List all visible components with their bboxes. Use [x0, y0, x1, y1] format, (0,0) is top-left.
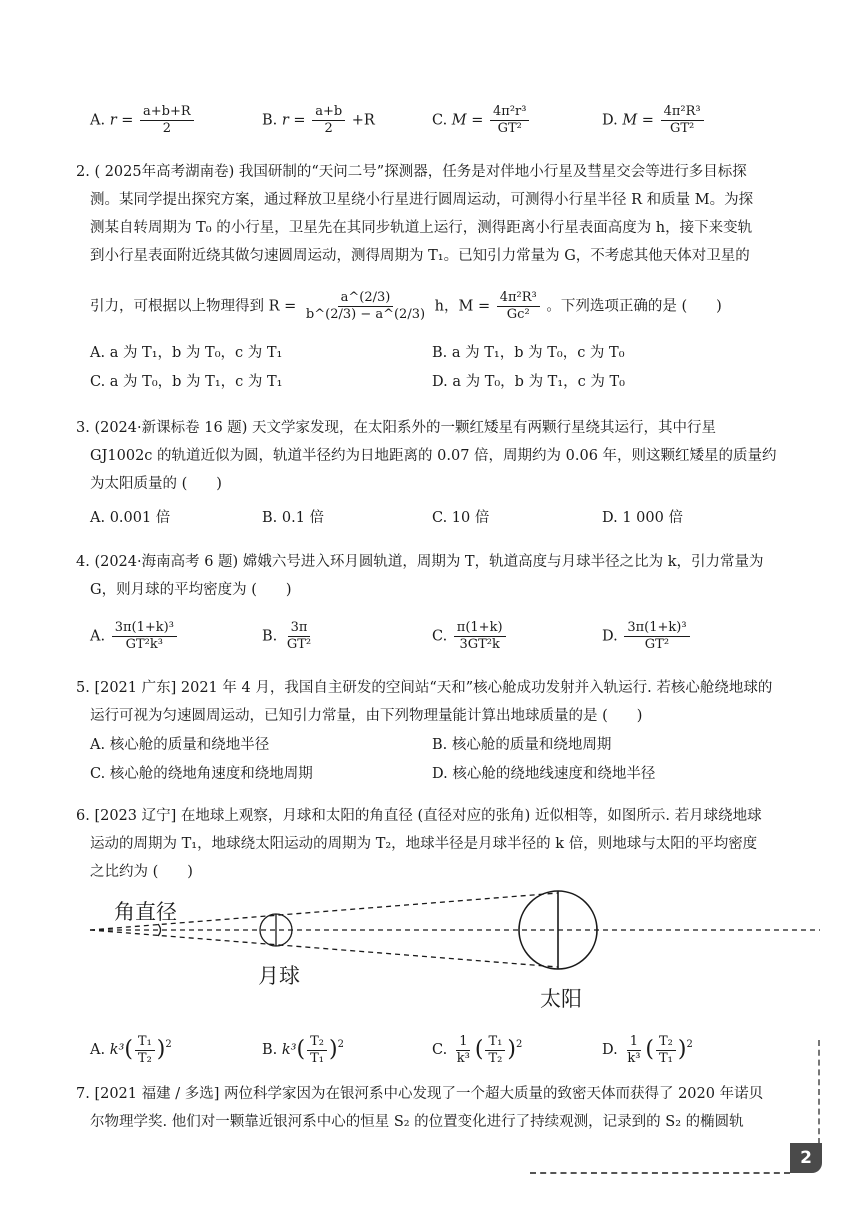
q5-option-a: A. 核心舱的质量和绕地半径	[90, 737, 270, 753]
coef-fraction	[454, 1034, 473, 1067]
denominator: GT²	[497, 121, 522, 136]
denominator: k³	[627, 1050, 641, 1066]
exponent: 2	[165, 1039, 172, 1050]
q5-option-c: C. 核心舱的绕地角速度和绕地周期	[90, 766, 313, 782]
fraction	[490, 104, 529, 137]
numerator: 3π	[288, 620, 311, 637]
option-label: C.	[432, 1042, 448, 1058]
coef: k³	[281, 1042, 297, 1058]
numerator: 4π²r³	[490, 104, 529, 121]
option-label: A.	[90, 1042, 106, 1058]
q1-option-b: B. r = $\frac{a+b}{2}$ +R	[262, 104, 375, 136]
fraction	[312, 104, 345, 137]
numerator: 4π²R³	[497, 290, 540, 307]
q3-option-a: A. 0.001 倍	[90, 510, 171, 526]
fraction	[307, 1034, 327, 1067]
fraction	[140, 104, 194, 137]
q4-option-a	[90, 620, 179, 653]
q2-line-2: 测。某同学提出探究方案，通过释放卫星绕小行星进行圆周运动，可测得小行星半径 R 和质量 M。为探	[90, 192, 754, 208]
q1-option-a: A. r = $\frac{a+b+R}{2}$	[90, 104, 196, 137]
option-label: A.	[90, 628, 106, 645]
exponent: 2	[515, 1039, 523, 1050]
numerator: 4π²R³	[661, 104, 704, 121]
option-label: D.	[602, 628, 618, 645]
denominator: GT²	[286, 637, 312, 652]
q4-line-1: 4. (2024·海南高考 6 题) 嫦娥六号进入环月圆轨道，周期为 T，轨道高度与月球半径之比为 k，引力常量为	[76, 554, 764, 570]
denominator: 2	[162, 121, 171, 136]
fraction	[112, 620, 177, 653]
fraction-r	[303, 290, 428, 323]
option-label: B.	[262, 112, 278, 129]
denominator: GT²k³	[125, 637, 163, 652]
numerator: 3π(1+k)³	[112, 620, 177, 637]
option-label: C.	[432, 112, 448, 129]
denominator: T₁	[659, 1050, 673, 1066]
q7-line-2: 尔物理学奖. 他们对一颗靠近银河系中心的恒星 S₂ 的位置变化进行了持续观测，记录到的 S₂ 的椭圆轨	[90, 1114, 744, 1130]
sun-label: 太阳	[540, 987, 582, 1011]
q2-option-b: B. a 为 T₁，b 为 T₀，c 为 T₀	[432, 345, 625, 361]
q2-line-4: 到小行星表面附近绕其做匀速圆周运动，测得周期为 T₁。已知引力常量为 G，不考虑其他天体对卫星的	[90, 248, 750, 264]
q1-option-d: D. M = $\frac{\text{4π²R³}}{\text{GT²}}$	[602, 104, 706, 137]
q6-option-b: B. k³( $\frac{\text{T₂}}{\text{T₁}}$ )$^2$	[262, 1033, 344, 1066]
q4-option-c	[432, 620, 508, 653]
denominator: T₂	[137, 1050, 152, 1066]
q2-option-a: A. a 为 T₁，b 为 T₀，c 为 T₁	[90, 345, 283, 361]
q3-line-2: GJ1002c 的轨道近似为圆，轨道半径约为日地距离的 0.07 倍，周期约为 0.06 年，则这颗红矮星的质量约	[90, 448, 777, 464]
q5-option-b: B. 核心舱的质量和绕地周期	[432, 737, 612, 753]
fraction	[624, 620, 689, 653]
fraction	[284, 620, 314, 653]
q2-line-3: 测某自转周期为 T₀ 的小行星，卫星先在其同步轨道上运行，测得距离小行星表面高度为 h，接下来变轨	[90, 220, 753, 236]
q3-option-c: C. 10 倍	[432, 510, 490, 526]
q6-option-d: D. $\frac{1}{\text{k³}}$ ( $\frac{\text{T₂}}{\text{T₁}}$ )$^2$	[602, 1033, 693, 1066]
denominator: Gc²	[506, 307, 530, 322]
q4-line-2: G，则月球的平均密度为 ( )	[90, 582, 292, 598]
var: M	[622, 112, 638, 129]
fraction	[454, 620, 506, 653]
numerator: T₂	[307, 1034, 327, 1051]
lower-sight-line	[90, 930, 558, 967]
var: r	[109, 112, 117, 129]
q5-line-2: 运行可视为匀速圆周运动，已知引力常量，由下列物理量能计算出地球质量的是 ( )	[90, 708, 643, 724]
angle-label: 角直径	[114, 900, 177, 924]
q5-line-1: 5. [2021 广东] 2021 年 4 月，我国自主研发的空间站“天和”核心舱成功发射并入轨运行. 若核心舱绕地球的	[76, 680, 773, 696]
coef: k³	[109, 1042, 125, 1058]
fraction	[485, 1034, 505, 1067]
q6-line-2: 运动的周期为 T₁，地球绕太阳运动的周期为 T₂，地球半径是月球半径的 k 倍，则地球与太阳的平均密度	[90, 836, 758, 852]
option-label: A.	[90, 112, 106, 129]
numerator: π(1+k)	[454, 620, 506, 637]
denominator: b^(2/3) − a^(2/3)	[305, 307, 426, 322]
numerator: 1	[627, 1034, 641, 1051]
q6-line-3: 之比约为 ( )	[90, 864, 193, 880]
fraction	[656, 1034, 676, 1067]
q1-option-c: C. M = $\frac{\text{4π²r³}}{\text{GT²}}$	[432, 104, 531, 137]
q2-option-c: C. a 为 T₀，b 为 T₁，c 为 T₁	[90, 374, 283, 390]
q6-option-c: C. $\frac{1}{\text{k³}}$ ( $\frac{\text{T₁}}{\text{T₂}}$ )$^2$	[432, 1033, 523, 1066]
margin-dashed-line	[818, 1040, 820, 1144]
q3-line-3: 为太阳质量的 ( )	[90, 476, 222, 492]
option-label: D.	[602, 1042, 618, 1058]
numerator: 3π(1+k)³	[624, 620, 689, 637]
option-label: B.	[262, 628, 278, 645]
text: 。下列选项正确的是 ( )	[546, 298, 722, 315]
q4-option-d	[602, 620, 692, 653]
numerator: T₁	[485, 1034, 505, 1051]
denominator: k³	[456, 1050, 470, 1066]
q2-line-1: 2. ( 2025年高考湖南卷) 我国研制的“天问二号”探测器，任务是对伴地小行星及彗星交会等进行多目标探	[76, 164, 747, 180]
moon-label: 月球	[258, 964, 300, 988]
numerator: a+b	[312, 104, 345, 121]
fraction-m	[497, 290, 540, 323]
var: r	[281, 112, 289, 129]
numerator: a+b+R	[140, 104, 194, 121]
q7-line-1: 7. [2021 福建 / 多选] 两位科学家因为在银河系中心发现了一个超大质量的致密天体而获得了 2020 年诺贝	[76, 1086, 764, 1102]
denominator: GT²	[669, 121, 695, 136]
q3-line-1: 3. (2024·新课标卷 16 题) 天文学家发现，在太阳系外的一颗红矮星有两颗行星绕其运行，其中行星	[76, 420, 717, 436]
denominator: GT²	[644, 637, 670, 652]
q2-option-d: D. a 为 T₀，b 为 T₁，c 为 T₀	[432, 374, 625, 390]
exponent: 2	[686, 1039, 693, 1050]
fraction	[135, 1034, 155, 1067]
denominator: T₂	[488, 1050, 503, 1066]
q3-option-b: B. 0.1 倍	[262, 510, 325, 526]
coef-fraction	[624, 1034, 643, 1067]
q5-option-d: D. 核心舱的绕地线速度和绕地半径	[432, 766, 656, 782]
q3-option-d: D. 1 000 倍	[602, 510, 683, 526]
q4-option-b	[262, 620, 316, 653]
denominator: T₁	[310, 1050, 324, 1066]
option-label: D.	[602, 112, 618, 129]
numerator: T₂	[656, 1034, 676, 1051]
q6-line-1: 6. [2023 辽宁] 在地球上观察，月球和太阳的角直径 (直径对应的张角) 近似相等，如图所示. 若月球绕地球	[76, 808, 762, 824]
exponent: 2	[337, 1039, 344, 1050]
footer-dashed-line	[530, 1172, 790, 1174]
fraction	[661, 104, 704, 137]
text: 引力，可根据以上物理得到 R =	[90, 298, 297, 315]
text: h，M =	[434, 298, 491, 315]
numerator: T₁	[135, 1034, 155, 1051]
var: M	[451, 112, 467, 129]
numerator: 1	[456, 1034, 470, 1051]
numerator: a^(2/3)	[338, 290, 394, 307]
tail: +R	[351, 112, 375, 129]
denominator: 2	[324, 121, 333, 136]
option-label: B.	[262, 1042, 278, 1058]
page-number-badge: 2	[790, 1143, 822, 1173]
option-label: C.	[432, 628, 448, 645]
q6-option-a: A. k³( $\frac{\text{T₁}}{\text{T₂}}$ )$^2$	[90, 1033, 172, 1066]
denominator: 3GT²k	[459, 637, 500, 652]
q2-line-5	[90, 290, 722, 323]
